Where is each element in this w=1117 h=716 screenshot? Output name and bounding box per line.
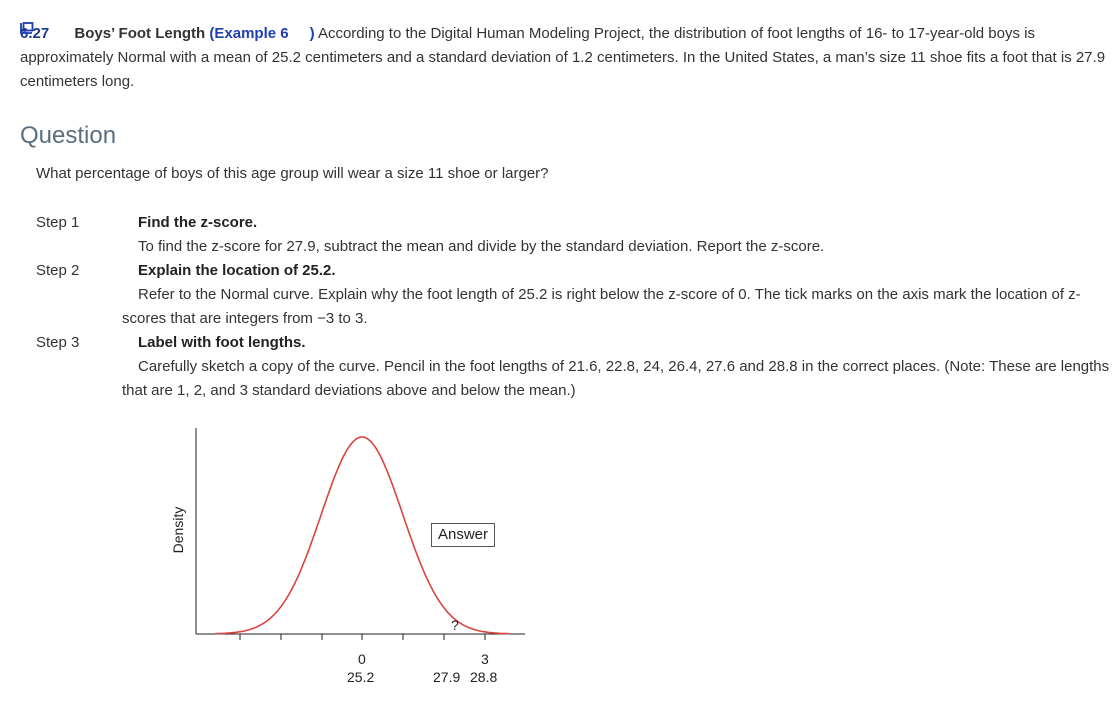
step-2-label: Step 2 [36,262,80,279]
length-label-answer: 27.9 [433,669,461,685]
step-2-body: Refer to the Normal curve. Explain why the foot length of 25.2 is right below the z-score of 0. The tick marks on the axis mark the location of z-scores that are integers from −3 to 3. [122,286,1081,327]
step-3-label: Step 3 [36,334,80,351]
step-1-body: To find the z-score for 27.9, subtract the mean and divide by the standard deviation. Report the z-score. [138,238,825,255]
step-3-title: Label with foot lengths. [138,334,306,351]
step-3-body: Carefully sketch a copy of the curve. Pencil in the foot lengths of 21.6, 22.8, 24, 26.4, 27.6 and 28.8 in the correct places. (Note: These are lengths that are 1, 2, and 3 standard deviations above and below the mean.) [122,358,1110,399]
question-heading: Question [20,122,117,149]
example-link[interactable]: Example 6 [214,25,289,42]
example-close: ) [309,25,315,42]
length-label-mean: 25.2 [347,669,375,685]
z-label-3: 3 [481,651,489,667]
example-open: ( [209,25,215,42]
length-label-three: 28.8 [470,669,498,685]
z-label-0: 0 [358,651,366,667]
question-text: What percentage of boys of this age group will wear a size 11 shoe or larger? [36,165,549,182]
problem-title: Boys’ Foot Length [74,25,206,42]
step-1-title: Find the z-score. [138,214,258,231]
step-1-label: Step 1 [36,214,80,231]
density-axis-label: Density [170,506,186,554]
answer-button[interactable]: Answer [431,523,495,547]
question-mark: ? [451,617,459,633]
axis-ticks [240,634,485,640]
problem-number: 6.27 [20,25,50,42]
step-2-title: Explain the location of 25.2. [138,262,336,279]
problem-text: According to the Digital Human Modeling Project, the distribution of foot lengths of 16- to 17-year-old boys is approximately Normal with a mean of 25.2 centimeters and a standard deviation of 1.2 centimeters. In the United States, a man’s size 11 shoe fits a foot that is 27.9 centimeters long. [20,25,1106,90]
